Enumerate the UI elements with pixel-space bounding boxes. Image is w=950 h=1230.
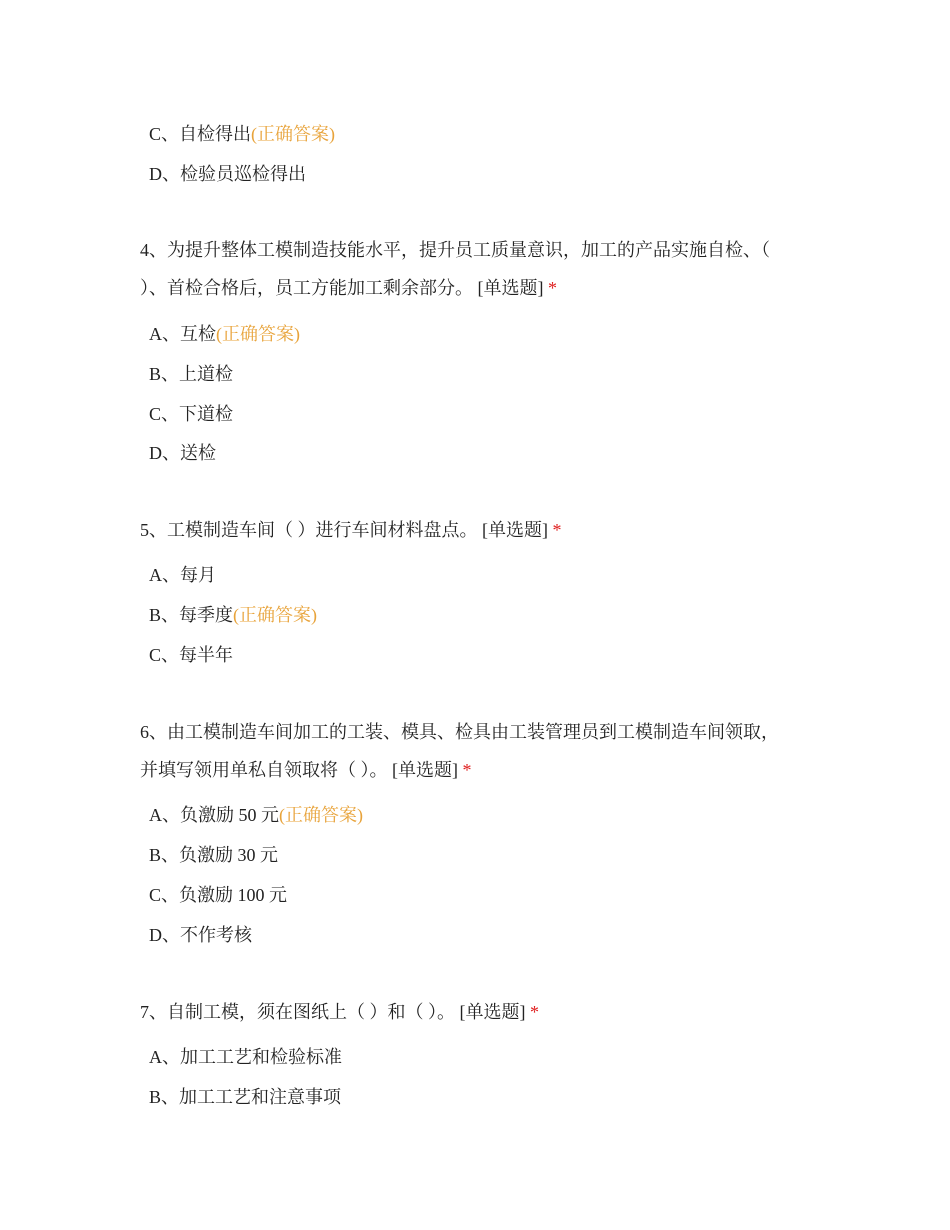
question-4 <box>140 231 820 307</box>
option-letter: B <box>149 845 162 865</box>
required-mark: * <box>462 760 472 780</box>
q3-option-d[interactable]: D、检验员巡检得出 <box>149 164 306 184</box>
option-letter: C <box>149 124 162 144</box>
correct-answer-label: (正确答案) <box>233 605 318 625</box>
option-text: 送检 <box>180 443 216 463</box>
q6-option-b[interactable]: B、负激励 30 元 <box>149 845 279 865</box>
q5-option-b[interactable]: B、每季度(正确答案) <box>149 605 318 625</box>
question-text-line <box>140 751 820 789</box>
option-text: 检验员巡检得出 <box>180 164 306 184</box>
question-type-tag: [单选题] <box>392 760 458 780</box>
option-letter: D <box>149 443 162 463</box>
q6-option-d[interactable]: D、不作考核 <box>149 925 252 945</box>
option-text: 下道检 <box>179 404 234 424</box>
question-text-line <box>140 993 820 1031</box>
q3-option-c[interactable]: C、自检得出(正确答案) <box>149 124 336 144</box>
question-text: 7、自制工模，须在图纸上（ ）和（ ）。 <box>140 1002 455 1022</box>
q4-option-d[interactable]: D、送检 <box>149 443 216 463</box>
option-letter: C <box>149 645 162 665</box>
question-type-tag: [单选题] <box>482 520 548 540</box>
question-text-line: 6、由工模制造车间加工的工装、模具、检具由工装管理员到工模制造车间领取， <box>140 722 779 742</box>
question-6 <box>140 713 820 789</box>
question-text: ）、首检合格后，员工方能加工剩余部分。 <box>140 278 473 298</box>
question-5 <box>140 511 820 549</box>
correct-answer-label: (正确答案) <box>216 324 300 344</box>
question-text: 并填写领用单私自领取将（ ）。 <box>140 760 388 780</box>
option-letter: C <box>149 885 162 905</box>
option-text: 负激励 30 元 <box>179 845 279 865</box>
q5-option-c[interactable]: C、每半年 <box>149 645 234 665</box>
question-type-tag: [单选题] <box>477 278 544 298</box>
q4-option-c[interactable]: C、下道检 <box>149 404 234 424</box>
option-letter: C <box>149 404 162 424</box>
option-text: 自检得出 <box>179 124 252 144</box>
q7-option-b[interactable]: B、加工工艺和注意事项 <box>149 1087 342 1107</box>
required-mark: * <box>548 278 557 298</box>
required-mark: * <box>552 520 562 540</box>
question-text-line: 4、为提升整体工模制造技能水平，提升员工质量意识，加工的产品实施自检、（ <box>140 240 770 260</box>
option-text: 每季度 <box>179 605 234 625</box>
option-letter: A <box>149 805 162 825</box>
q7-option-a[interactable]: A、加工工艺和检验标准 <box>149 1047 342 1067</box>
q4-option-b[interactable]: B、上道检 <box>149 364 234 384</box>
correct-answer-label: (正确答案) <box>251 124 336 144</box>
option-letter: A <box>149 565 162 585</box>
q5-option-a[interactable]: A、每月 <box>149 565 216 585</box>
option-letter: D <box>149 925 162 945</box>
option-letter: D <box>149 164 162 184</box>
option-letter: A <box>149 324 162 344</box>
option-letter: B <box>149 605 162 625</box>
q4-option-a[interactable]: A、互检(正确答案) <box>149 324 300 344</box>
option-text: 不作考核 <box>180 925 252 945</box>
option-text: 负激励 50 元 <box>180 805 279 825</box>
option-text: 每半年 <box>179 645 234 665</box>
option-text: 加工工艺和注意事项 <box>179 1087 342 1107</box>
question-text-line <box>140 269 820 307</box>
option-letter: A <box>149 1047 162 1067</box>
q6-option-c[interactable]: C、负激励 100 元 <box>149 885 288 905</box>
option-letter: B <box>149 364 162 384</box>
question-text: 5、工模制造车间（ ）进行车间材料盘点。 <box>140 520 478 540</box>
correct-answer-label: (正确答案) <box>279 805 363 825</box>
option-text: 加工工艺和检验标准 <box>180 1047 342 1067</box>
required-mark: * <box>530 1002 539 1022</box>
question-7 <box>140 993 820 1031</box>
question-type-tag: [单选题] <box>459 1002 526 1022</box>
option-letter: B <box>149 1087 162 1107</box>
q6-option-a[interactable]: A、负激励 50 元(正确答案) <box>149 805 363 825</box>
option-text: 负激励 100 元 <box>179 885 288 905</box>
question-text-line <box>140 511 820 549</box>
option-text: 互检 <box>180 324 216 344</box>
option-text: 上道检 <box>179 364 234 384</box>
option-text: 每月 <box>180 565 216 585</box>
